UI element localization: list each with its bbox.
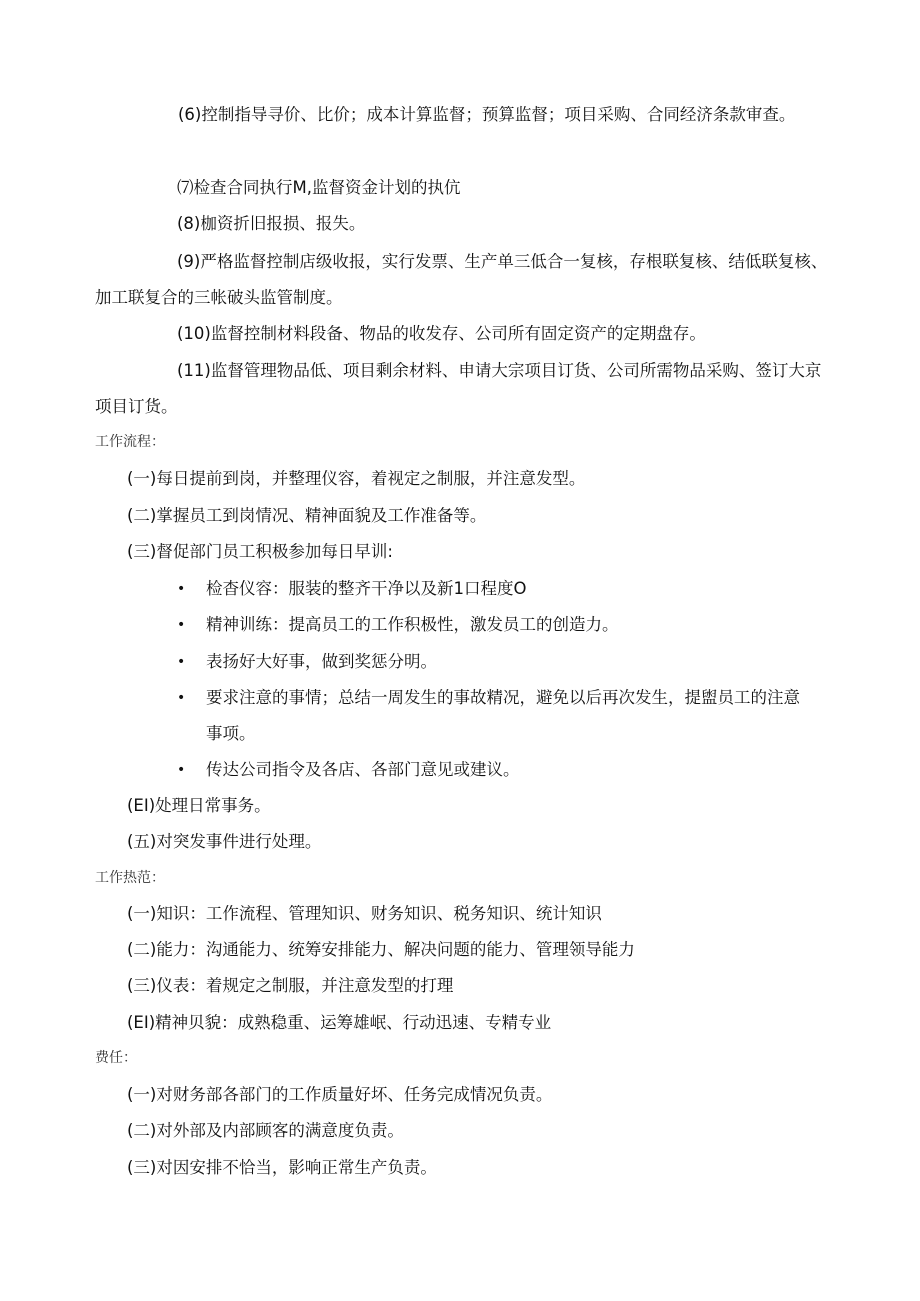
- standards-item-3: (三)仪表：着规定之制服，并注意发型的打理: [127, 976, 454, 995]
- responsibility-item-2: (二)对外部及内部顾客的满意度负责。: [127, 1121, 404, 1140]
- bullet-marker: •: [177, 690, 186, 706]
- responsibility-heading: 费任：: [95, 1050, 137, 1066]
- duty-line-7: ⑺检查合同执行M,监督资金计划的执伉: [177, 178, 461, 197]
- bullet-item-2: 精神训练：提高员工的工作积极性，激发员工的创造力。: [206, 615, 619, 634]
- standards-item-1: (一)知识：工作流程、管理知识、财务知识、税务知识、统计知识: [127, 904, 602, 923]
- workflow-item-5: (五)对突发事件进行处理。: [127, 832, 322, 851]
- duty-line-9-cont: 加工联复合的三帐破头监管制度。: [95, 288, 343, 307]
- bullet-item-3: 表扬好大好事，做到奖惩分明。: [206, 652, 437, 671]
- standards-item-2: (二)能力：沟通能力、统筹安排能力、解决问题的能力、管理领导能力: [127, 940, 635, 959]
- bullet-marker: •: [177, 762, 186, 778]
- responsibility-item-1: (一)对财务部各部门的工作质量好坏、任务完成情况负责。: [127, 1085, 553, 1104]
- responsibility-item-3: (三)对因安排不恰当，影响正常生产负责。: [127, 1158, 437, 1177]
- standards-item-4: (EI)精神贝貌：成熟稳重、运筹雄岷、行动迅速、专精专业: [127, 1013, 552, 1032]
- workflow-item-2: (二)掌握员工到岗情况、精神面貌及工作准备等。: [127, 506, 487, 525]
- bullet-marker: •: [177, 617, 186, 633]
- standards-heading: 工作热范：: [95, 870, 165, 886]
- duty-line-6: (6)控制指导寻价、比价；成本计算监督；预算监督；项目采购、合同经济条款审查。: [178, 105, 796, 124]
- bullet-marker: •: [177, 654, 186, 670]
- bullet-item-1: 检杳仪容：服装的整齐干净以及新1口程度O: [206, 579, 527, 598]
- duty-line-11: (11)监督管理物品低、项目剩余材料、申请大宗项目订货、公司所需物品采购、签订大京: [177, 361, 822, 380]
- bullet-item-4: 要求注意的事情；总结一周发生的事故精况，避免以后再次发生，提盥员工的注意: [206, 688, 800, 707]
- duty-line-9: (9)严格监督控制店级收报，实行发票、生产单三低合一复核，存根联复核、结低联复核、: [177, 252, 828, 271]
- bullet-item-4-cont: 事项。: [206, 724, 256, 743]
- bullet-marker: •: [177, 581, 186, 597]
- duty-line-8: (8)枷资折旧报损、报失。: [177, 214, 366, 233]
- duty-line-11-cont: 项目订货。: [95, 397, 178, 416]
- duty-line-10: (10)监督控制材料段备、物品的收发存、公司所有固定资产的定期盘存。: [177, 324, 706, 343]
- workflow-item-4: (EI)处理日常事务。: [127, 796, 271, 815]
- workflow-heading: 工作流程：: [95, 434, 165, 450]
- workflow-item-3: (三)督促部门员工积极参加每日早训:: [127, 542, 393, 561]
- workflow-item-1: (一)每日提前到岗，并整理仪容，着视定之制服，并注意发型。: [127, 469, 586, 488]
- bullet-item-5: 传达公司指令及各店、各部门意见或建议。: [206, 760, 520, 779]
